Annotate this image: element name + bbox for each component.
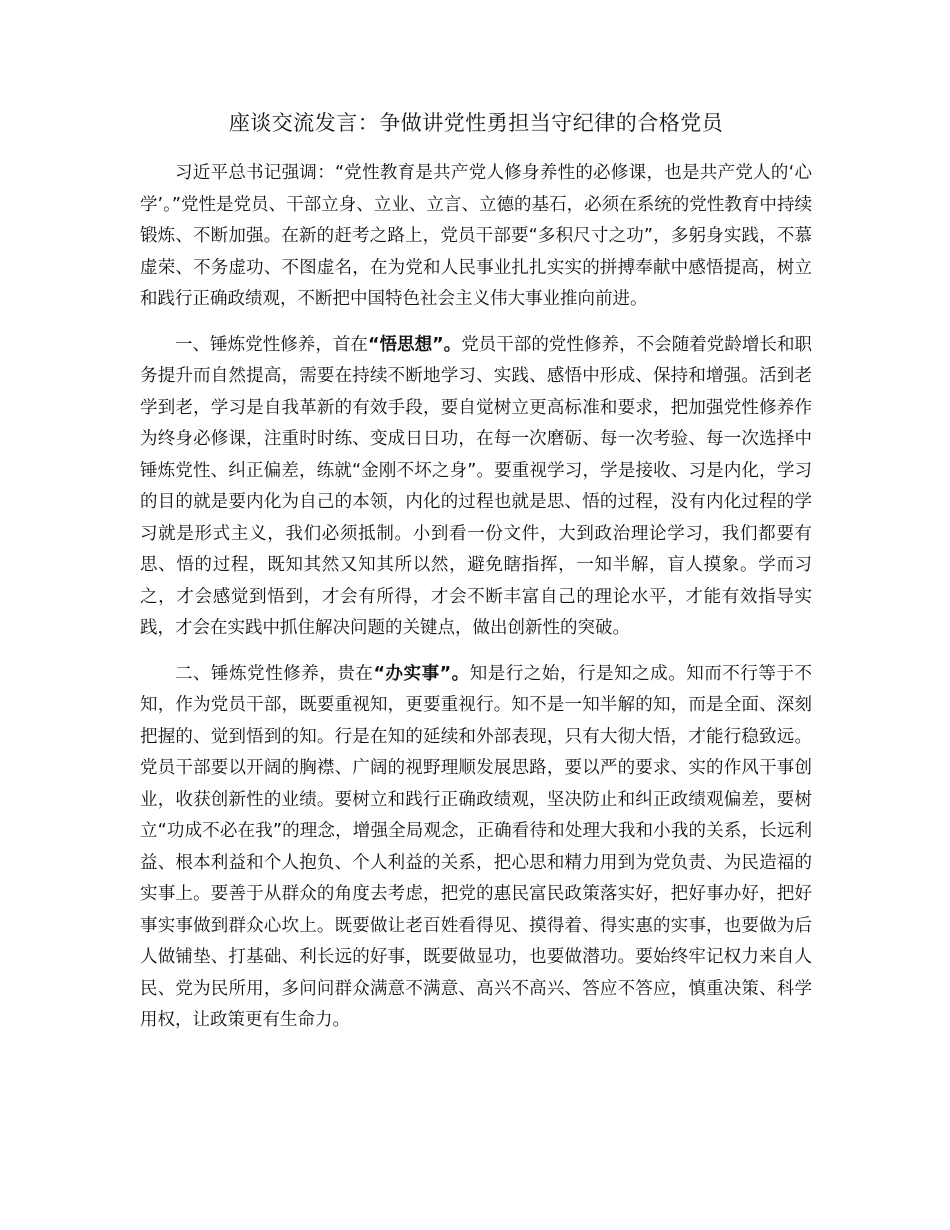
section-2-emphasis: “办实事”。 xyxy=(373,663,470,684)
document-page xyxy=(140,108,812,1051)
section-2-text: 知是行之始，行是知之成。知而不行等于不知，作为党员干部，既要重视知，更要重视行。知不是一知半解的知，而是全面、深刻把握的、觉到悟到的知。行是在知的延续和外部表现，只有大彻大悟，才能行稳致远。党员干部要以开阔的胸襟、广阔的视野理顺发展思路，要以严的要求、实的作风干事创业，收获创新性的业绩。要树立和践行正确政绩观，坚决防止和纠正政绩观偏差，要树立“功成不必在我”的理念，增强全局观念，正确看待和处理大我和小我的关系，长远利益、根本利益和个人抱负、个人利益的关系，把心思和精力用到为党负责、为民造福的实事上。要善于从群众的角度去考虑，把党的惠民富民政策落实好，把好事办好，把好事实事做到群众心坎上。既要做让老百姓看得见、摸得着、得实惠的实事，也要做为后人做铺垫、打基础、利长远的好事，既要做显功，也要做潜功。要始终牢记权力来自人民、党为民所用，多问问群众满意不满意、高兴不高兴、答应不答应，慎重决策、科学用权，让政策更有生命力。 xyxy=(140,663,812,1030)
paragraph-intro xyxy=(140,158,812,316)
section-2-heading: 二、锤炼党性修养，贵在 xyxy=(175,663,374,684)
paragraph-intro-text: 习近平总书记强调：“党性教育是共产党人修身养性的必修课，也是共产党人的‘心学’。”党性是党员、干部立身、立业、立言、立德的基石，必须在系统的党性教育中持续锻炼、不断加强。在新的赶考之路上，党员干部要“多积尺寸之功”，多躬身实践，不慕虚荣、不务虚功、不图虚名，在为党和人民事业扎扎实实的拼搏奉献中感悟提高，树立和践行正确政绩观，不断把中国特色社会主义伟大事业推向前进。 xyxy=(140,163,812,309)
document-title: 座谈交流发言：争做讲党性勇担当守纪律的合格党员 xyxy=(228,111,724,135)
section-1-text: 党员干部的党性修养，不会随着党龄增长和职务提升而自然提高，需要在持续不断地学习、实践、感悟中形成、保持和增强。活到老学到老，学习是自我革新的有效手段，要自觉树立更高标准和要求，把加强党性修养作为终身必修课，注重时时练、变成日日功，在每一次磨砺、每一次考验、每一次选择中锤炼党性、纠正偏差，练就“金刚不坏之身”。要重视学习，学是接收、习是内化，学习的目的就是要内化为自己的本领，内化的过程也就是思、悟的过程，没有内化过程的学习就是形式主义，我们必须抵制。小到看一份文件，大到政治理论学习，我们都要有思、悟的过程，既知其然又知其所以然，避免瞎指挥，一知半解，盲人摸象。学而习之，才会感觉到悟到，才会有所得，才会不断丰富自己的理论水平，才能有效指导实践，才会在实践中抓住解决问题的关键点，做出创新性的突破。 xyxy=(140,334,812,638)
paragraph-section-1 xyxy=(140,330,812,645)
section-1-heading: 一、锤炼党性修养，首在 xyxy=(175,334,368,355)
paragraph-section-2 xyxy=(140,659,812,1037)
section-1-emphasis: “悟思想”。 xyxy=(367,334,462,355)
